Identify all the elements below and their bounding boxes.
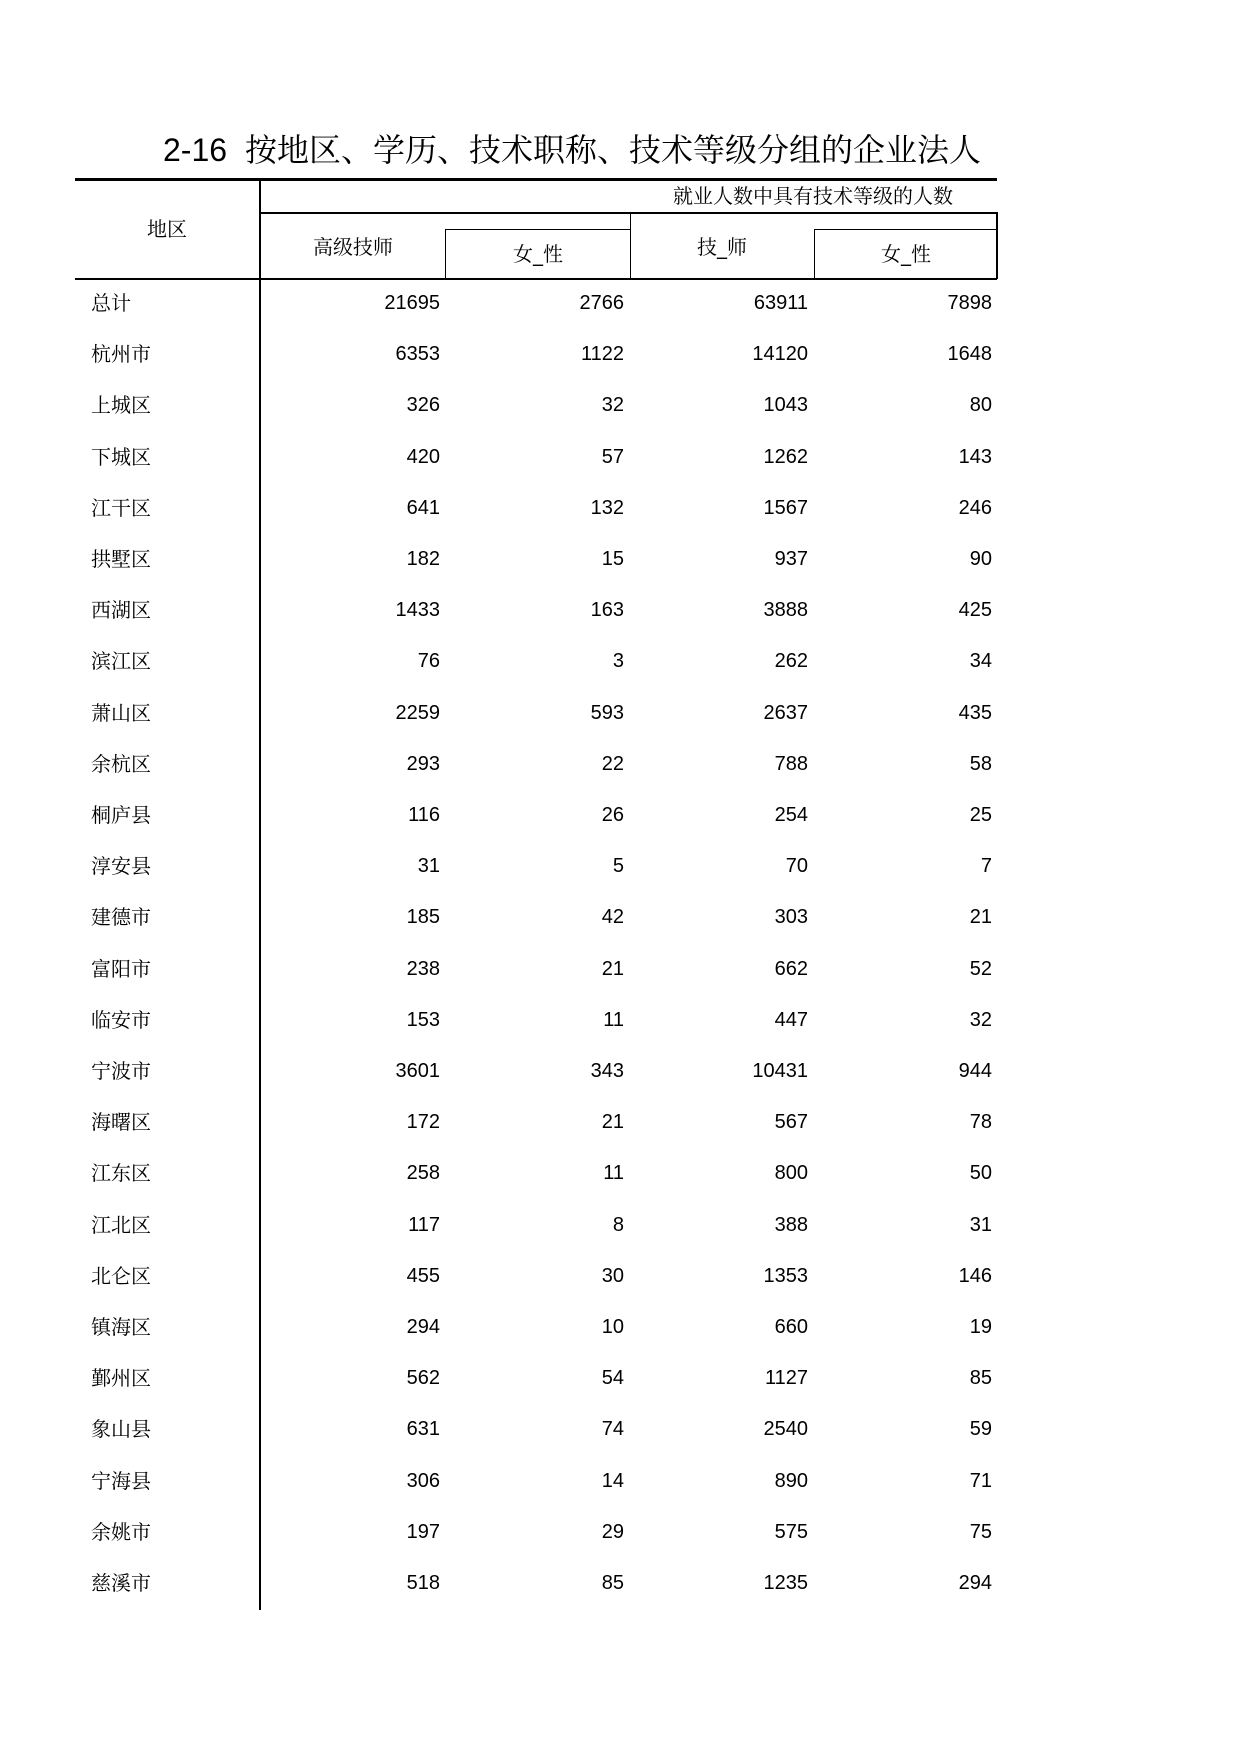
value-cell: 21695 [384, 292, 440, 314]
value-cell: 85 [969, 1367, 992, 1389]
value-cell: 185 [406, 906, 440, 928]
value-cell: 70 [785, 855, 808, 877]
value-cell: 1262 [763, 446, 808, 468]
value-cell: 15 [601, 548, 624, 570]
technical-grade-group-header: 就业人数中具有技术等级的人数 [673, 184, 953, 208]
header-female-box-top-1 [446, 229, 631, 230]
value-cell: 800 [774, 1162, 808, 1184]
region-name: 江干区 [91, 496, 151, 520]
value-cell: 31 [417, 855, 440, 877]
value-cell: 641 [406, 497, 440, 519]
value-cell: 42 [601, 906, 624, 928]
value-cell: 246 [958, 497, 992, 519]
column-header-female-2: 女_性 [881, 242, 931, 266]
value-cell: 294 [958, 1572, 992, 1594]
value-cell: 788 [774, 753, 808, 775]
value-cell: 8 [612, 1214, 624, 1236]
region-name: 临安市 [91, 1008, 151, 1032]
value-cell: 7 [980, 855, 992, 877]
region-name: 建德市 [91, 905, 151, 929]
value-cell: 3888 [763, 599, 808, 621]
value-cell: 1353 [763, 1265, 808, 1287]
value-cell: 262 [774, 650, 808, 672]
value-cell: 420 [406, 446, 440, 468]
value-cell: 937 [774, 548, 808, 570]
value-cell: 29 [601, 1521, 624, 1543]
region-name: 桐庐县 [91, 803, 151, 827]
value-cell: 153 [406, 1009, 440, 1031]
value-cell: 294 [406, 1316, 440, 1338]
value-cell: 388 [774, 1214, 808, 1236]
value-cell: 59 [969, 1418, 992, 1440]
value-cell: 76 [417, 650, 440, 672]
value-cell: 562 [406, 1367, 440, 1389]
region-name: 象山县 [91, 1417, 151, 1441]
value-cell: 254 [774, 804, 808, 826]
value-cell: 26 [601, 804, 624, 826]
value-cell: 1648 [947, 343, 992, 365]
value-cell: 50 [969, 1162, 992, 1184]
value-cell: 31 [969, 1214, 992, 1236]
value-cell: 447 [774, 1009, 808, 1031]
value-cell: 343 [590, 1060, 624, 1082]
column-header-technician: 技_师 [697, 235, 747, 259]
value-cell: 14120 [752, 343, 808, 365]
header-top-rule [75, 178, 997, 181]
value-cell: 34 [969, 650, 992, 672]
value-cell: 2766 [579, 292, 624, 314]
value-cell: 54 [601, 1367, 624, 1389]
header-bottom-rule-region [75, 278, 261, 280]
value-cell: 132 [590, 497, 624, 519]
value-cell: 944 [958, 1060, 992, 1082]
value-cell: 21 [601, 1111, 624, 1133]
value-cell: 163 [590, 599, 624, 621]
value-cell: 75 [969, 1521, 992, 1543]
table-title-text: 按地区、学历、技术职称、技术等级分组的企业法人 [245, 131, 982, 169]
region-name: 淳安县 [91, 854, 151, 878]
value-cell: 3 [612, 650, 624, 672]
region-name: 拱墅区 [91, 547, 151, 571]
region-name: 总计 [91, 291, 131, 315]
value-cell: 6353 [395, 343, 440, 365]
value-cell: 5 [612, 855, 624, 877]
region-column-divider [259, 180, 261, 1610]
region-name: 鄞州区 [91, 1366, 151, 1390]
value-cell: 631 [406, 1418, 440, 1440]
value-cell: 143 [958, 446, 992, 468]
value-cell: 32 [969, 1009, 992, 1031]
value-cell: 90 [969, 548, 992, 570]
value-cell: 197 [406, 1521, 440, 1543]
value-cell: 326 [406, 394, 440, 416]
region-name: 宁海县 [91, 1469, 151, 1493]
value-cell: 1235 [763, 1572, 808, 1594]
value-cell: 890 [774, 1470, 808, 1492]
value-cell: 57 [601, 446, 624, 468]
region-name: 宁波市 [91, 1059, 151, 1083]
value-cell: 518 [406, 1572, 440, 1594]
value-cell: 58 [969, 753, 992, 775]
region-name: 萧山区 [91, 701, 151, 725]
region-name: 余杭区 [91, 752, 151, 776]
value-cell: 567 [774, 1111, 808, 1133]
value-cell: 1043 [763, 394, 808, 416]
value-cell: 146 [958, 1265, 992, 1287]
value-cell: 293 [406, 753, 440, 775]
region-name: 北仑区 [91, 1264, 151, 1288]
region-name: 江北区 [91, 1213, 151, 1237]
value-cell: 85 [601, 1572, 624, 1594]
value-cell: 1122 [580, 343, 624, 365]
region-name: 海曙区 [91, 1110, 151, 1134]
value-cell: 1127 [764, 1367, 808, 1389]
region-name: 杭州市 [91, 342, 151, 366]
value-cell: 593 [590, 702, 624, 724]
header-bottom-rule-data [261, 278, 997, 280]
value-cell: 71 [969, 1470, 992, 1492]
value-cell: 258 [406, 1162, 440, 1184]
header-female-box-top-2 [815, 229, 997, 230]
value-cell: 11 [603, 1009, 624, 1031]
region-name: 余姚市 [91, 1520, 151, 1544]
value-cell: 80 [969, 394, 992, 416]
page-title [163, 128, 997, 172]
value-cell: 575 [774, 1521, 808, 1543]
value-cell: 117 [408, 1214, 440, 1236]
region-name: 西湖区 [91, 598, 151, 622]
region-name: 慈溪市 [91, 1571, 151, 1595]
value-cell: 238 [406, 958, 440, 980]
header-group-underline [261, 212, 997, 214]
value-cell: 1433 [395, 599, 440, 621]
value-cell: 172 [406, 1111, 440, 1133]
value-cell: 21 [601, 958, 624, 980]
value-cell: 32 [601, 394, 624, 416]
region-name: 富阳市 [91, 957, 151, 981]
region-name: 江东区 [91, 1161, 151, 1185]
region-column-header: 地区 [147, 217, 187, 241]
value-cell: 14 [601, 1470, 624, 1492]
value-cell: 2259 [395, 702, 440, 724]
value-cell: 21 [969, 906, 992, 928]
value-cell: 306 [406, 1470, 440, 1492]
value-cell: 19 [969, 1316, 992, 1338]
value-cell: 22 [601, 753, 624, 775]
value-cell: 3601 [395, 1060, 440, 1082]
value-cell: 7898 [947, 292, 992, 314]
value-cell: 52 [969, 958, 992, 980]
value-cell: 78 [969, 1111, 992, 1133]
value-cell: 30 [601, 1265, 624, 1287]
value-cell: 25 [969, 804, 992, 826]
region-name: 上城区 [91, 393, 151, 417]
value-cell: 116 [408, 804, 440, 826]
value-cell: 455 [406, 1265, 440, 1287]
column-header-female-1: 女_性 [513, 242, 563, 266]
value-cell: 11 [603, 1162, 624, 1184]
value-cell: 63911 [753, 292, 808, 314]
value-cell: 74 [601, 1418, 624, 1440]
value-cell: 10431 [752, 1060, 808, 1082]
value-cell: 660 [774, 1316, 808, 1338]
value-cell: 662 [774, 958, 808, 980]
value-cell: 2540 [763, 1418, 808, 1440]
column-header-senior-technician: 高级技师 [313, 235, 393, 259]
region-name: 镇海区 [91, 1315, 151, 1339]
value-cell: 2637 [763, 702, 808, 724]
value-cell: 182 [406, 548, 440, 570]
value-cell: 303 [774, 906, 808, 928]
value-cell: 425 [958, 599, 992, 621]
region-name: 滨江区 [91, 649, 151, 673]
region-name: 下城区 [91, 445, 151, 469]
value-cell: 1567 [763, 497, 808, 519]
table-number: 2-16 [163, 132, 228, 168]
value-cell: 10 [601, 1316, 624, 1338]
value-cell: 435 [958, 702, 992, 724]
